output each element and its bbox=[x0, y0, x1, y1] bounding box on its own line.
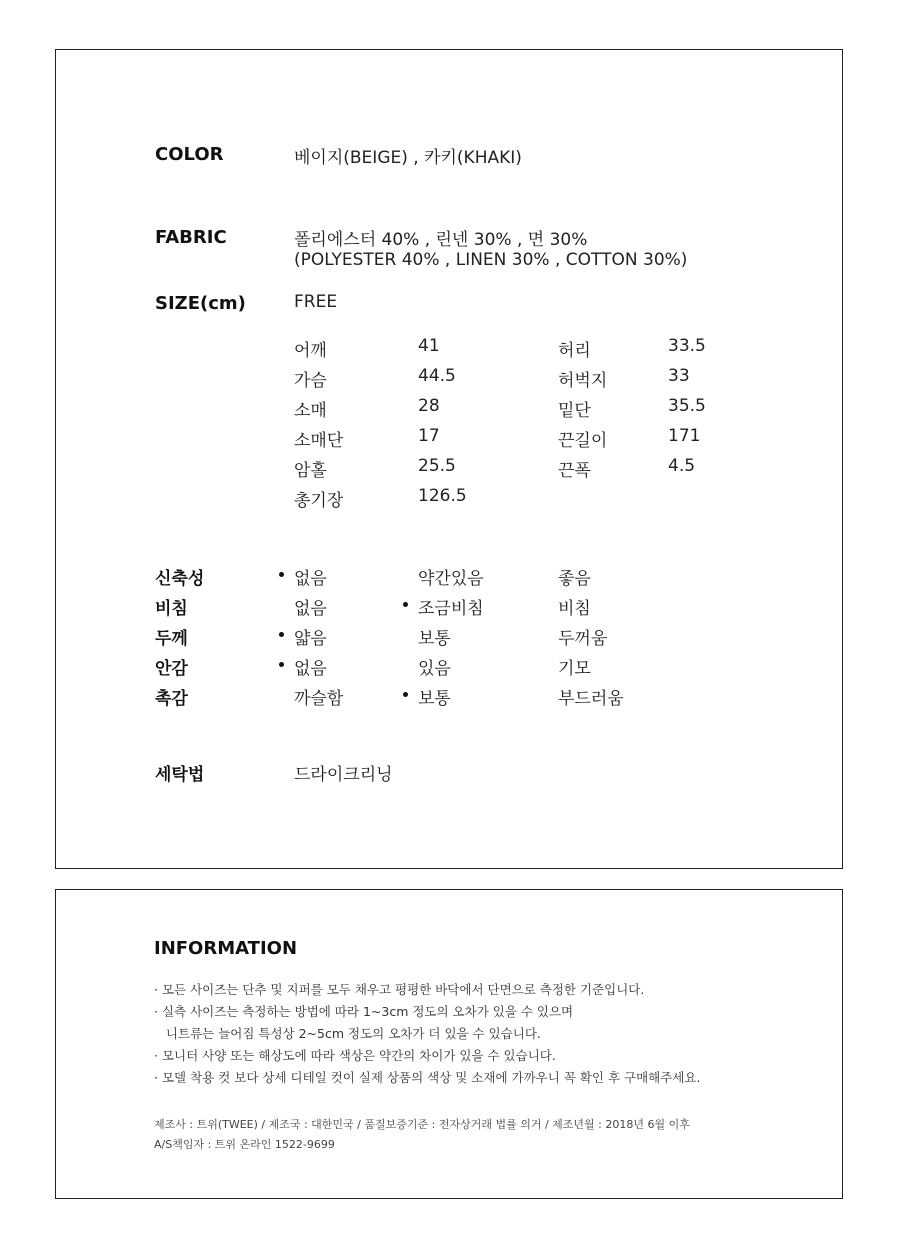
attribute-option: 까슬함 bbox=[294, 689, 344, 709]
product-spec-panel bbox=[55, 49, 843, 869]
attribute-option: 없음 bbox=[294, 599, 327, 619]
measurement-name: 허리 bbox=[558, 341, 591, 361]
measurement-name: 허벅지 bbox=[558, 371, 608, 391]
attribute-option: 두꺼움 bbox=[558, 629, 608, 649]
measurement-value: 33 bbox=[668, 366, 690, 386]
information-line: · 실측 사이즈는 측정하는 방법에 따라 1~3cm 정도의 오차가 있을 수 있으며 bbox=[154, 1004, 574, 1019]
size-label: SIZE(cm) bbox=[155, 293, 246, 314]
measurement-value: 4.5 bbox=[668, 456, 696, 476]
attribute-option: 좋음 bbox=[558, 569, 591, 589]
color-label: COLOR bbox=[155, 144, 224, 165]
attribute-option: 보통 bbox=[418, 684, 451, 709]
measurement-name: 소매단 bbox=[294, 431, 344, 451]
measurement-name: 총기장 bbox=[294, 491, 344, 511]
selected-dot-icon bbox=[279, 662, 284, 667]
measurement-name: 소매 bbox=[294, 401, 327, 421]
attribute-label: 비침 bbox=[155, 599, 188, 619]
manufacturer-info: 제조사 : 트위(TWEE) / 제조국 : 대한민국 / 품질보증기준 : 전자상거래 법률 의거 / 제조년월 : 2018년 6월 이후 bbox=[154, 1118, 690, 1131]
measurement-value: 171 bbox=[668, 426, 701, 446]
measurement-name: 끈길이 bbox=[558, 431, 608, 451]
attribute-option: 기모 bbox=[558, 659, 591, 679]
fabric-label: FABRIC bbox=[155, 227, 227, 248]
attribute-option: 조금비침 bbox=[418, 594, 484, 619]
measurement-name: 어깨 bbox=[294, 341, 327, 361]
attribute-label: 신축성 bbox=[155, 569, 205, 589]
measurement-value: 17 bbox=[418, 426, 440, 446]
attribute-option: 얇음 bbox=[294, 624, 327, 649]
measurement-value: 126.5 bbox=[418, 486, 467, 506]
as-contact-info: A/S책임자 : 트위 온라인 1522-9699 bbox=[154, 1138, 335, 1151]
selected-dot-icon bbox=[279, 632, 284, 637]
information-line: 니트류는 늘어짐 특성상 2~5cm 정도의 오차가 더 있을 수 있습니다. bbox=[154, 1026, 541, 1041]
measurement-value: 35.5 bbox=[668, 396, 706, 416]
attribute-option: 비침 bbox=[558, 599, 591, 619]
attribute-option: 없음 bbox=[294, 564, 327, 589]
fabric-value-korean: 폴리에스터 40% , 린넨 30% , 면 30% bbox=[294, 230, 588, 250]
selected-dot-icon bbox=[403, 692, 408, 697]
information-title: INFORMATION bbox=[154, 938, 298, 959]
attribute-option: 없음 bbox=[294, 654, 327, 679]
attribute-option: 부드러움 bbox=[558, 689, 624, 709]
measurement-name: 암홀 bbox=[294, 461, 327, 481]
information-line: · 모든 사이즈는 단추 및 지퍼를 모두 채우고 평평한 바닥에서 단면으로 측정한 기준입니다. bbox=[154, 982, 645, 997]
selected-dot-icon bbox=[403, 602, 408, 607]
measurement-name: 끈폭 bbox=[558, 461, 591, 481]
measurement-value: 33.5 bbox=[668, 336, 706, 356]
size-value: FREE bbox=[294, 292, 338, 312]
attribute-label: 안감 bbox=[155, 659, 188, 679]
measurement-value: 28 bbox=[418, 396, 440, 416]
attribute-option: 약간있음 bbox=[418, 569, 484, 589]
information-line: · 모델 착용 컷 보다 상세 디테일 컷이 실제 상품의 색상 및 소재에 가까우니 꼭 확인 후 구매해주세요. bbox=[154, 1070, 701, 1085]
attribute-label: 촉감 bbox=[155, 689, 188, 709]
measurement-value: 25.5 bbox=[418, 456, 456, 476]
fabric-value-english: (POLYESTER 40% , LINEN 30% , COTTON 30%) bbox=[294, 250, 688, 270]
attribute-option: 있음 bbox=[418, 659, 451, 679]
color-value: 베이지(BEIGE) , 카키(KHAKI) bbox=[294, 148, 522, 168]
measurement-value: 44.5 bbox=[418, 366, 456, 386]
attribute-label: 두께 bbox=[155, 629, 188, 649]
measurement-value: 41 bbox=[418, 336, 440, 356]
selected-dot-icon bbox=[279, 572, 284, 577]
attribute-option: 보통 bbox=[418, 629, 451, 649]
information-line: · 모니터 사양 또는 해상도에 따라 색상은 약간의 차이가 있을 수 있습니다. bbox=[154, 1048, 556, 1063]
measurement-name: 밑단 bbox=[558, 401, 591, 421]
measurement-name: 가슴 bbox=[294, 371, 327, 391]
wash-value: 드라이크리닝 bbox=[294, 765, 393, 785]
information-panel bbox=[55, 889, 843, 1199]
wash-label: 세탁법 bbox=[155, 765, 205, 785]
